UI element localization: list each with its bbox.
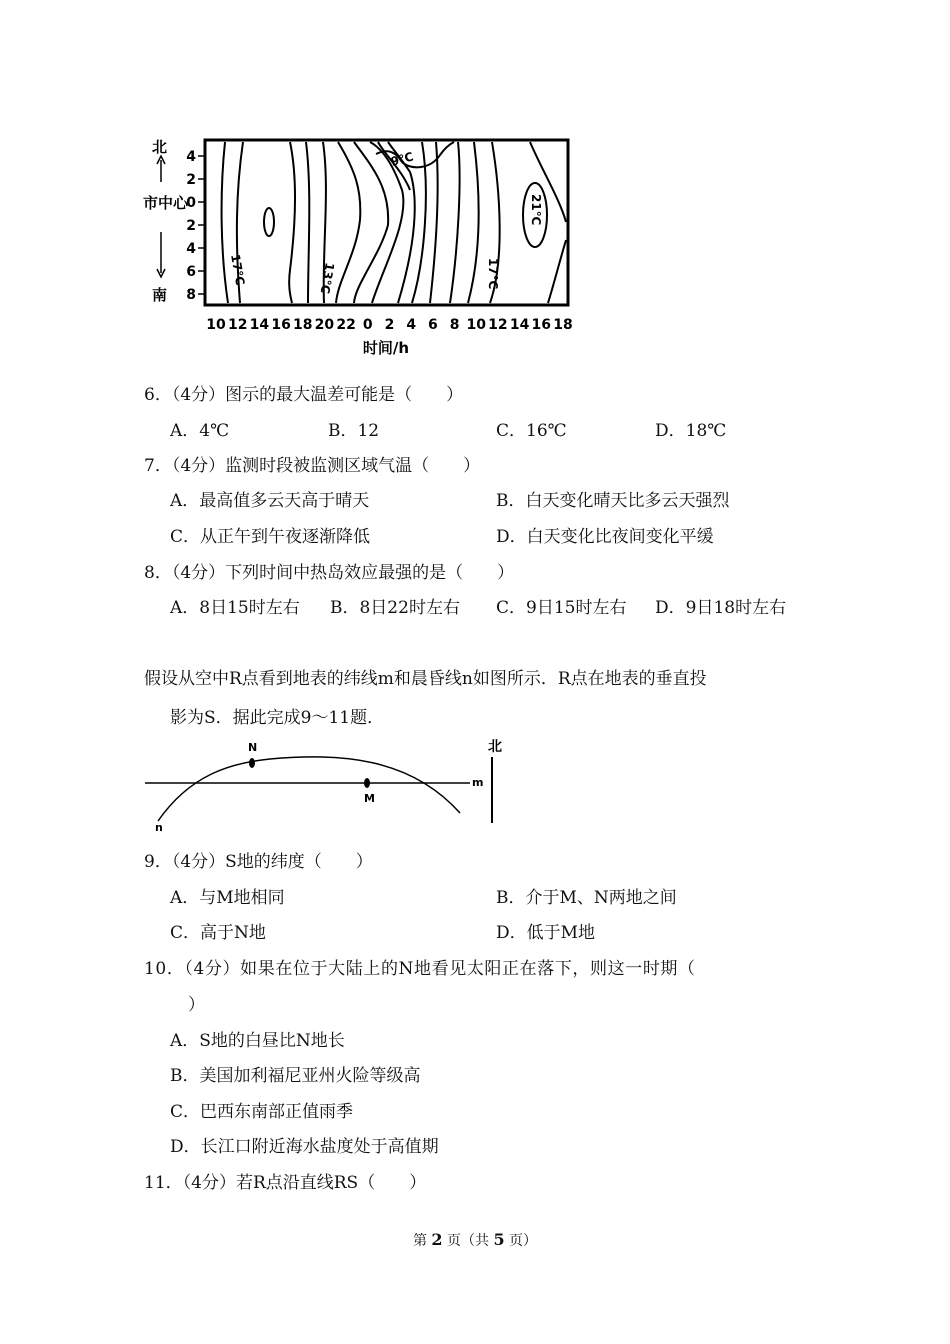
y-tick: 4 xyxy=(186,149,196,165)
footer-mid: 页（共 xyxy=(447,1233,489,1249)
x-tick: 10 xyxy=(206,317,226,333)
q8-stem: 8．（4分）下列时间中热岛效应最强的是（ ） xyxy=(144,563,515,583)
isotherm-label-9: 9℃ xyxy=(389,149,415,169)
x-tick: 4 xyxy=(406,317,417,333)
y-tick: 2 xyxy=(186,172,196,188)
label-point-n: N xyxy=(248,741,258,754)
intro-line-1: 假设从空中R点看到地表的纬线m和晨昏线n如图所示．R点在地表的垂直投 xyxy=(144,669,707,689)
x-axis-label: 时间/h xyxy=(362,339,410,357)
y-label-center: 市中心 xyxy=(143,194,189,212)
page-footer xyxy=(0,1230,950,1250)
x-tick: 14 xyxy=(509,317,530,333)
x-tick: 6 xyxy=(428,317,438,333)
x-tick: 14 xyxy=(249,317,270,333)
x-tick: 10 xyxy=(466,317,487,333)
x-tick: 16 xyxy=(531,317,552,333)
q10-stem-line-2: ） xyxy=(188,995,205,1015)
isotherm-chart xyxy=(140,130,590,360)
q10-option-c[interactable]: C．巴西东南部正值雨季 xyxy=(170,1102,354,1122)
footer-page-number: 2 xyxy=(431,1230,443,1249)
q7-stem: 7．（4分）监测时段被监测区域气温（ ） xyxy=(144,456,481,476)
q9-option-b[interactable]: B．介于M、N两地之间 xyxy=(496,888,677,908)
q8-option-c[interactable]: C．9日15时左右 xyxy=(496,598,627,618)
y-tick: 2 xyxy=(186,218,196,234)
q11-stem: 11．（4分）若R点沿直线RS（ ） xyxy=(144,1173,427,1193)
footer-total-pages: 5 xyxy=(493,1230,505,1249)
footer-pre: 第 xyxy=(412,1233,427,1249)
terminator-figure xyxy=(140,735,520,835)
y-tick: 0 xyxy=(186,195,196,211)
chart-frame xyxy=(205,140,568,305)
y-tick: 8 xyxy=(186,287,196,303)
label-line-n: n xyxy=(155,821,163,834)
isotherm-label-13: 13℃ xyxy=(317,261,337,295)
q10-option-b[interactable]: B．美国加利福尼亚州火险等级高 xyxy=(170,1066,421,1086)
x-tick-labels xyxy=(206,317,572,333)
q9-option-a[interactable]: A．与M地相同 xyxy=(170,888,285,908)
x-tick: 0 xyxy=(362,317,373,333)
q9-option-d[interactable]: D．低于M地 xyxy=(496,923,596,943)
x-tick: 18 xyxy=(553,317,573,333)
footer-post: 页） xyxy=(509,1233,538,1249)
y-tick: 6 xyxy=(186,264,196,280)
q7-option-a[interactable]: A．最高值多云天高于晴天 xyxy=(170,491,370,511)
x-tick: 12 xyxy=(488,317,508,333)
terminator-diagram xyxy=(140,735,520,835)
q10-option-d[interactable]: D．长江口附近海水盐度处于高值期 xyxy=(170,1137,439,1157)
intro-line-2: 影为S．据此完成9～11题． xyxy=(170,708,385,728)
x-tick: 8 xyxy=(449,317,460,333)
y-tick: 4 xyxy=(186,241,196,257)
isotherm-figure xyxy=(140,130,590,360)
q7-option-c[interactable]: C．从正午到午夜逐渐降低 xyxy=(170,527,371,547)
x-tick: 18 xyxy=(293,317,313,333)
x-tick: 12 xyxy=(227,317,248,333)
q6-stem: 6．（4分）图示的最大温差可能是（ ） xyxy=(144,385,464,405)
q6-option-d[interactable]: D．18℃ xyxy=(655,421,727,441)
q8-option-b[interactable]: B．8日22时左右 xyxy=(330,598,460,618)
x-tick: 22 xyxy=(336,317,356,333)
y-label-north: 北 xyxy=(152,138,168,156)
q9-option-c[interactable]: C．高于N地 xyxy=(170,923,266,943)
label-north: 北 xyxy=(488,739,502,755)
q6-option-c[interactable]: C．16℃ xyxy=(496,421,567,441)
q10-option-a[interactable]: A．S地的白昼比N地长 xyxy=(170,1031,345,1051)
x-tick: 16 xyxy=(271,317,291,333)
q8-option-a[interactable]: A．8日15时左右 xyxy=(170,598,300,618)
q6-option-a[interactable]: A．4℃ xyxy=(170,421,230,441)
point-m-marker xyxy=(364,778,370,788)
isotherm-label-17-right: 17℃ xyxy=(486,258,500,290)
x-tick: 20 xyxy=(314,317,335,333)
q8-option-d[interactable]: D．9日18时左右 xyxy=(655,598,787,618)
terminator-line-n xyxy=(158,757,460,821)
label-point-m: M xyxy=(364,792,375,805)
q9-stem: 9．（4分）S地的纬度（ ） xyxy=(144,852,373,872)
q6-option-b[interactable]: B．12 xyxy=(328,421,380,441)
q7-option-d[interactable]: D．白天变化比夜间变化平缓 xyxy=(496,527,714,547)
point-n-marker xyxy=(249,758,255,768)
q7-option-b[interactable]: B．白天变化晴天比多云天强烈 xyxy=(496,491,730,511)
q10-stem-line-1: 10．（4分）如果在位于大陆上的N地看见太阳正在落下，则这一时期（ xyxy=(144,959,696,979)
x-tick: 2 xyxy=(384,317,395,333)
y-label-south: 南 xyxy=(152,286,168,304)
isotherm-label-17-left: 17℃ xyxy=(228,253,248,287)
label-line-m: m xyxy=(472,776,484,789)
isotherm-label-21: 21℃ xyxy=(529,194,543,226)
